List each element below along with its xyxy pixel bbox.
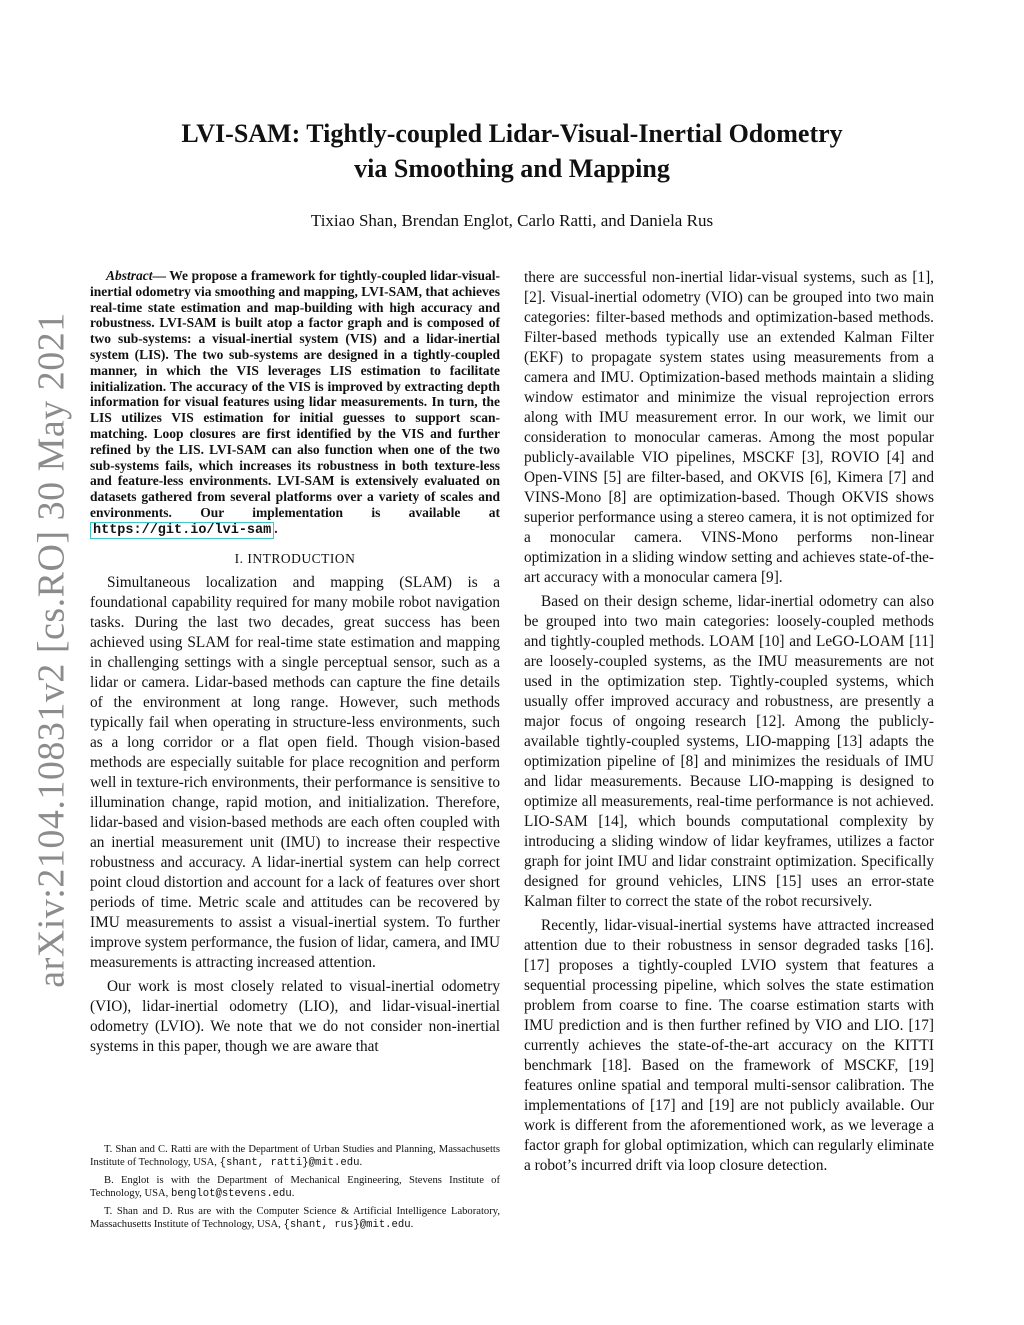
project-url-link[interactable]: https://git.io/lvi-sam [90,522,274,539]
intro-paragraph-3: there are successful non-inertial lidar-visual systems, such as [1], [2]. Visual-inertial odometry (VIO) can be grouped into two main categories: filter-based methods and optimization-based methods. Filter-based methods typically use an extended Kalman Filter (EKF) to propagate system states using measurements from a camera and IMU. Optimization-based methods maintain a sliding window estimator and minimize the visual reprojection errors along with IMU measurement error. In our work, we limit our consideration to monocular cameras. Among the most popular publicly-available VIO pipelines, MSCKF [3], ROVIO [4] and Open-VINS [5] are filter-based, and OKVIS [6], Kimera [7] and VINS-Mono [8] are optimization-based. Though OKVIS shows superior performance using a stereo camera, it is not optimized for a monocular camera. VINS-Mono performs non-linear optimization in a sliding window setting and achieves state-of-the-art accuracy with a monocular camera [9]. [524,269,934,586]
author-list: Tixiao Shan, Brendan Englot, Carlo Ratti, and Daniela Rus [310,211,714,230]
footnote-2 [90,1174,500,1201]
paper-title [0,116,1024,186]
title-line-1: LVI-SAM: Tightly-coupled Lidar-Visual-Inertial Odometry [181,119,843,148]
footnote-3-text: T. Shan and D. Rus are with the Computer Science & Artificial Intelligence Laboratory, Massachusetts Institute of Technology, USA, [90,1206,500,1230]
intro-paragraph-1: Simultaneous localization and mapping (SLAM) is a foundational capability required for many mobile robot navigation tasks. During the last two decades, great success has been achieved using SLAM for real-time state estimation and mapping in challenging settings with a single perceptual sensor, such as a lidar or camera. Lidar-based methods can capture the fine details of the environment at long range. However, such methods typically fail when operating in structure-less environments, such as a long corridor or a flat open field. Though vision-based methods are especially suitable for place recognition and perform well in texture-rich environments, their performance is sensitive to illumination change, rapid motion, and initialization. Therefore, lidar-based and vision-based methods are each often coupled with an inertial measurement unit (IMU) to increase their respective robustness and accuracy. A lidar-inertial system can help correct point cloud distortion and account for a lack of features over short periods of time. Metric scale and attitudes can be recovered by IMU measurements to assist a visual-inertial system. To further improve system performance, the fusion of lidar, camera, and IMU measurements is attracting increased attention. [90,573,500,971]
footnote-3-email: {shant, rus}@mit.edu [283,1219,411,1231]
abstract-text: — We propose a framework for tightly-coupled lidar-visual-inertial odometry via smoothing and mapping, LVI-SAM, that achieves real-time state estimation and map-building with high accuracy and robustness. LVI-SAM is built atop a factor graph and is composed of two sub-systems: a visual-inertial system (VIS) and a lidar-inertial system (LIS). The two sub-systems are designed in a tightly-coupled manner, in which the VIS leverages LIS estimation to facilitate initialization. The accuracy of the VIS is improved by extracting depth information for visual features using lidar measurements. In turn, the LIS utilizes VIS estimation for initial guesses to support scan-matching. Loop closures are first identified by the VIS and further refined by the LIS. LVI-SAM can also function when one of the two sub-systems fails, which increases its robustness in both texture-less and feature-less environments. LVI-SAM is extensively evaluated on datasets gathered from several platforms over a variety of scales and environments. Our implementation is available at [90,268,500,520]
right-column [524,268,934,1180]
abstract [90,268,500,539]
footnote-1 [90,1143,500,1170]
footnote-3-end: . [410,1219,414,1230]
footnote-1-text: T. Shan and C. Ratti are with the Department of Urban Studies and Planning, Massachusetts Institute of Technology, USA, [90,1144,500,1168]
left-column [90,268,500,1061]
abstract-label: Abstract [106,268,153,283]
footnote-2-end: . [291,1188,295,1199]
intro-paragraph-5: Recently, lidar-visual-inertial systems have attracted increased attention due to their robustness in sensor degraded tasks [16]. [17] proposes a tightly-coupled LVIO system that features a sequential processing pipeline, which solves the state estimation problem from coarse to fine. The coarse estimation starts with IMU prediction and is then further refined by VIO and LIO. [17] currently achieves the state-of-the-art accuracy on the KITTI benchmark [18]. Based on the framework of MSCKF, [19] features online spatial and temporal multi-sensor calibration. The implementations of [17] and [19] are not publicly available. Our work is different from the aforementioned work, as we leverage a factor graph for global optimization, which can regularly eliminate a robot’s incurred drift via loop closure detection. [524,917,934,1174]
footnote-1-end: . [359,1157,363,1168]
footnote-2-email: benglot@stevens.edu [170,1188,292,1200]
arxiv-stamp [22,312,82,988]
arxiv-stamp-text: arXiv:2104.10831v2 [cs.RO] 30 May 2021 [31,312,74,988]
footnote-1-email: {shant, ratti}@mit.edu [219,1157,360,1169]
section-title-introduction: I. INTRODUCTION [234,550,356,566]
title-line-2: via Smoothing and Mapping [354,154,670,183]
footnote-2-text: B. Englot is with the Department of Mechanical Engineering, Stevens Institute of Technology, USA, [90,1175,500,1199]
footnote-3 [90,1205,500,1232]
abstract-end: . [274,520,278,536]
footnotes [90,1143,500,1236]
intro-paragraph-2: Our work is most closely related to visual-inertial odometry (VIO), lidar-inertial odometry (LIO), and lidar-visual-inertial odometry (LVIO). We note that we do not consider non-inertial systems in this paper, though we are aware that [90,977,500,1055]
intro-paragraph-4: Based on their design scheme, lidar-inertial odometry can also be grouped into two main categories: loosely-coupled methods and tightly-coupled methods. LOAM [10] and LeGO-LOAM [11] are loosely-coupled systems, as the IMU measurements are not used in the optimization step. Tightly-coupled systems, which usually offer improved accuracy and robustness, are presently a major focus of ongoing research [12]. Among the publicly-available tightly-coupled systems, LIO-mapping [13] adapts the optimization pipeline of [8] and minimizes the residuals of IMU and lidar measurements. Because LIO-mapping is designed to optimize all measurements, real-time performance is not achieved. LIO-SAM [14], which bounds computational complexity by introducing a sliding window of lidar keyframes, utilizes a factor graph for joint IMU and lidar constraint optimization. Specifically designed for ground vehicles, LINS [15] uses an error-state Kalman filter to correct the state of the robot recursively. [524,593,934,910]
